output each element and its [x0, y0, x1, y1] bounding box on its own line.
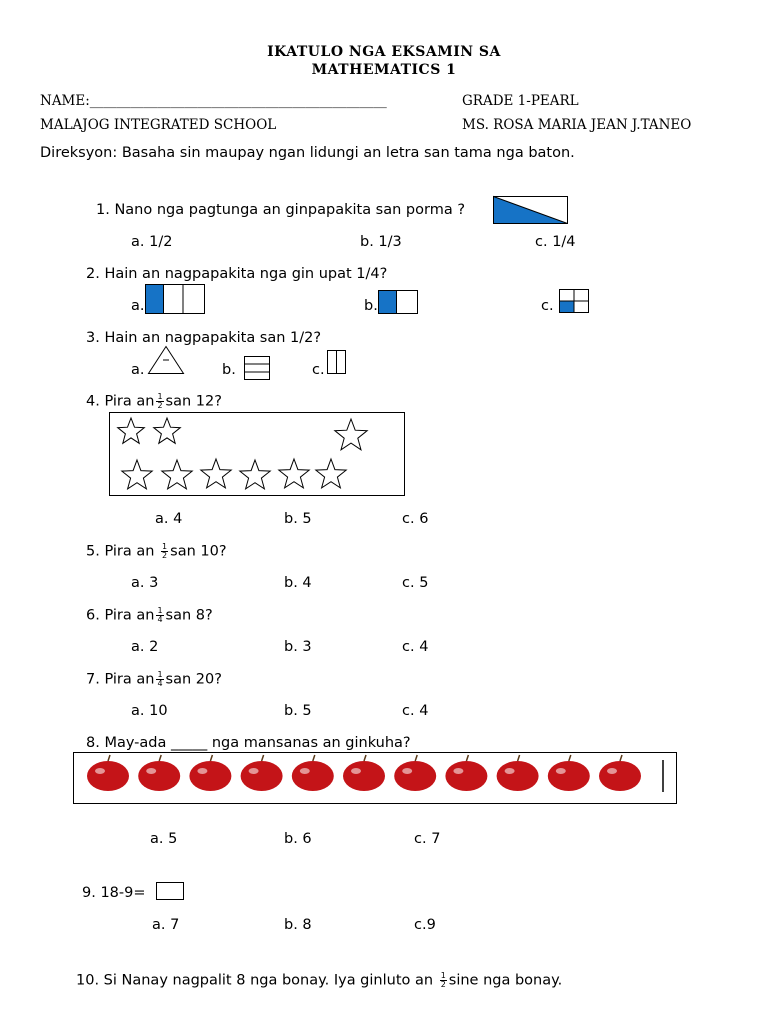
question-1: 1. Nano nga pagtunga an ginpapakita san porma ? — [96, 202, 466, 218]
exam-title-line1: IKATULO NGA EKSAMIN SA — [267, 44, 501, 60]
q8-apples-box — [73, 752, 677, 804]
star-icon — [335, 419, 367, 450]
question-4-prefix: 4. Pira an — [86, 393, 155, 410]
apple-icon — [292, 755, 334, 791]
q1-option-a[interactable]: a. 1/2 — [131, 234, 173, 250]
question-6-suffix: san 8? — [165, 607, 213, 624]
teacher-label: MS. ROSA MARIA JEAN J.TANEO — [462, 117, 692, 133]
fraction-denominator: 4 — [157, 679, 163, 688]
star-icon — [240, 460, 270, 489]
fraction-half — [156, 393, 163, 410]
q2-option-b[interactable]: b. — [364, 298, 378, 314]
q2-option-a[interactable]: a. — [131, 298, 145, 314]
q6-option-c[interactable]: c. 4 — [402, 639, 429, 655]
q8-option-c[interactable]: c. 7 — [414, 831, 441, 847]
directions: Direksyon: Basaha sin maupay ngan lidungi an letra san tama nga baton. — [40, 145, 575, 161]
q7-option-a[interactable]: a. 10 — [131, 703, 168, 719]
question-4 — [86, 393, 222, 410]
apple-icon — [445, 755, 487, 791]
question-10 — [76, 972, 562, 989]
q7-option-c[interactable]: c. 4 — [402, 703, 429, 719]
question-10-prefix: 10. Si Nanay nagpalit 8 nga bonay. Iya ginluto an — [76, 972, 434, 989]
q3-option-a[interactable]: a. — [131, 362, 145, 378]
q6-option-a[interactable]: a. 2 — [131, 639, 159, 655]
question-7-prefix: 7. Pira an — [86, 671, 155, 688]
fraction-numerator: 1 — [157, 670, 163, 679]
question-10-suffix: sine nga bonay. — [448, 972, 563, 989]
fraction-half — [161, 543, 168, 560]
q1-option-b[interactable]: b. 1/3 — [360, 234, 402, 250]
q8-option-b[interactable]: b. 6 — [284, 831, 312, 847]
question-6-prefix: 6. Pira an — [86, 607, 155, 624]
fraction-denominator: 4 — [157, 615, 163, 624]
q9-option-a[interactable]: a. 7 — [152, 917, 180, 933]
apple-icon — [497, 755, 539, 791]
q4-option-b[interactable]: b. 5 — [284, 511, 312, 527]
q3-shape-a-triangle — [148, 346, 184, 374]
question-4-suffix: san 12? — [165, 393, 222, 410]
question-7 — [86, 671, 222, 688]
star-icon — [316, 459, 346, 488]
q3-option-c[interactable]: c. — [312, 362, 325, 378]
q3-shape-b-lined-rectangle — [244, 356, 270, 380]
fraction-quarter — [156, 671, 163, 688]
question-9: 9. 18-9= — [82, 885, 146, 901]
fraction-numerator: 1 — [157, 606, 163, 615]
q9-option-b[interactable]: b. 8 — [284, 917, 312, 933]
q9-answer-box[interactable] — [156, 882, 184, 900]
q5-option-a[interactable]: a. 3 — [131, 575, 159, 591]
star-icon — [154, 418, 181, 443]
apple-icon — [241, 755, 283, 791]
question-8: 8. May-ada _____ nga mansanas an ginkuha? — [86, 735, 411, 751]
fraction-numerator: 1 — [440, 971, 446, 980]
q5-option-c[interactable]: c. 5 — [402, 575, 429, 591]
question-5-prefix: 5. Pira an — [86, 543, 155, 560]
question-7-suffix: san 20? — [165, 671, 222, 688]
apple-icon — [138, 755, 180, 791]
star-icon — [122, 460, 152, 489]
exam-title-line2: MATHEMATICS 1 — [311, 62, 457, 78]
q2-shape-a-thirds — [145, 284, 205, 314]
fraction-numerator: 1 — [157, 392, 163, 401]
fraction-quarter — [156, 607, 163, 624]
q2-option-c[interactable]: c. — [541, 298, 554, 314]
apple-icon — [87, 755, 129, 791]
q8-option-a[interactable]: a. 5 — [150, 831, 178, 847]
q4-stars-box — [109, 412, 405, 496]
q2-shape-b-halves — [378, 290, 418, 314]
q4-option-c[interactable]: c. 6 — [402, 511, 429, 527]
fraction-denominator: 2 — [162, 551, 168, 560]
star-icon — [201, 459, 231, 488]
question-6 — [86, 607, 213, 624]
q2-shape-c-quarters — [559, 289, 589, 313]
q7-option-b[interactable]: b. 5 — [284, 703, 312, 719]
q4-option-a[interactable]: a. 4 — [155, 511, 183, 527]
fraction-half — [440, 972, 447, 989]
q3-shape-c-split-rectangle — [327, 350, 347, 374]
apple-icon — [599, 755, 641, 791]
apple-icon — [343, 755, 385, 791]
question-3: 3. Hain an nagpapakita san 1/2? — [86, 330, 322, 346]
grade-label: GRADE 1-PEARL — [462, 93, 579, 109]
q1-shape-rectangle-triangle — [493, 196, 568, 224]
apple-icon — [394, 755, 436, 791]
fraction-numerator: 1 — [162, 542, 168, 551]
star-icon — [118, 418, 145, 443]
q6-option-b[interactable]: b. 3 — [284, 639, 312, 655]
q9-option-c[interactable]: c.9 — [414, 917, 436, 933]
question-5 — [86, 543, 227, 560]
fraction-denominator: 2 — [157, 401, 163, 410]
q1-option-c[interactable]: c. 1/4 — [535, 234, 576, 250]
question-2: 2. Hain an nagpapakita nga gin upat 1/4? — [86, 266, 388, 282]
q3-option-b[interactable]: b. — [222, 362, 236, 378]
star-icon — [162, 460, 192, 489]
fraction-denominator: 2 — [440, 980, 446, 989]
q5-option-b[interactable]: b. 4 — [284, 575, 312, 591]
apple-icon — [548, 755, 590, 791]
question-5-suffix: san 10? — [170, 543, 227, 560]
apple-icon — [189, 755, 231, 791]
name-field: NAME:____________________________________________ — [40, 93, 387, 109]
star-icon — [279, 459, 309, 488]
school-label: MALAJOG INTEGRATED SCHOOL — [40, 117, 277, 133]
